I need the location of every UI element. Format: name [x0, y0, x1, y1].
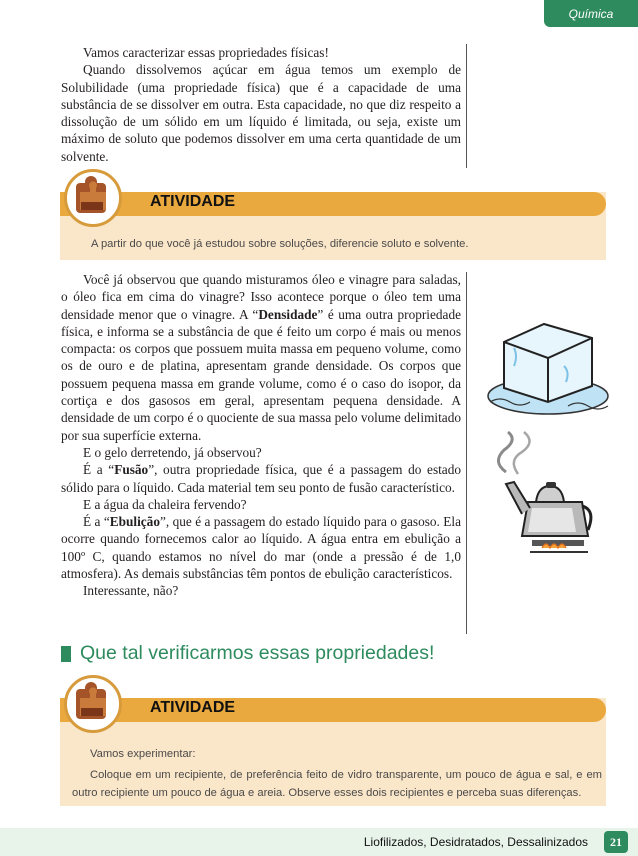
- body-paragraph-ice-question: E o gelo derretendo, já observou?: [83, 444, 262, 460]
- puzzle-emblem-icon: [64, 169, 122, 227]
- body-paragraph-closing: Interessante, não?: [83, 583, 179, 599]
- term-fusao: Fusão: [114, 462, 149, 478]
- activity-2-title: ATIVIDADE: [150, 699, 236, 716]
- melting-ice-illustration: [484, 302, 612, 418]
- body-paragraph-density: Você já observou que quando misturamos óleo e vinagre para saladas, o óleo fica em cima do vinagre? Isso acontece porque o óleo tem uma densidade menor que o vinagre. A “Densidade” é uma outra propriedade física, e informa se a substância de que é feito um corpo é mais ou menos compacta: os corpos que possuem muita massa em pequeno volume, como os de ouro e de platina, apresentam grande densidade. Os corpos que possuem pequena massa em grande volume, como é o caso do isopor, da cortiça e dos gasosos em geral, apresentam pequena densidade. A densidade de um corpo é o quociente de sua massa pelo volume delimitado por sua superfície externa.: [61, 272, 461, 443]
- term-ebulicao: Ebulição: [109, 514, 160, 530]
- body-paragraph-boiling: É a “Ebulição”, que é a passagem do estado líquido para o gasoso. Ela ocorre quando fornecemos calor ao líquido. A água entra em ebulição a 100º C, quando estamos no nível do mar (onde a pressão é de 1,0 atmosfera). As demais substâncias têm pontos de ebulição característicos.: [61, 514, 462, 582]
- activity-2-intro: Vamos experimentar:: [90, 748, 196, 760]
- activity-2-title-bar: [60, 698, 606, 722]
- page-number: 21: [604, 831, 628, 853]
- page-footer: [0, 828, 638, 856]
- intro-text: [61, 44, 461, 165]
- body-paragraph-kettle-question: E a água da chaleira fervendo?: [83, 496, 247, 512]
- subject-tab: [544, 0, 638, 27]
- boiling-kettle-illustration: [488, 428, 598, 564]
- puzzle-emblem-icon: [64, 675, 122, 733]
- book-title: Liofilizados, Desidratados, Dessalinizados: [363, 835, 588, 849]
- activity-1-title-bar: [60, 192, 606, 216]
- term-densidade: Densidade: [258, 306, 318, 322]
- body-text: [61, 271, 461, 600]
- section-marker: [61, 646, 71, 662]
- subject-label: Química: [568, 6, 614, 21]
- intro-paragraph-2: Quando dissolvemos açúcar em água temos um exemplo de Solubilidade (uma propriedade física) que é a capacidade de uma substância de se dissolver em outra. Esta capacidade, no que diz respeito a dissolução de um sólido em um líquido é limitada, ou seja, existe um máximo de soluto que podemos dissolver em uma certa quantidade de um solvente.: [61, 62, 461, 164]
- activity-2-instructions: Coloque em um recipiente, de preferência feito de vidro transparente, um pouco de água e sal, e em outro recipiente um pouco de água e areia. Observe esses dois recipientes e perceba suas diferenças.: [72, 769, 602, 799]
- intro-paragraph-1: Vamos caracterizar essas propriedades físicas!: [83, 45, 329, 60]
- activity-1-title: ATIVIDADE: [150, 193, 236, 210]
- column-divider-main: [466, 272, 467, 634]
- body-paragraph-fusion: É a “Fusão”, outra propriedade física, que é a passagem do estado sólido para o líquido. Cada material tem seu ponto de fusão característico.: [61, 462, 462, 495]
- activity-1-prompt: A partir do que você já estudou sobre soluções, diferencie soluto e solvente.: [91, 238, 469, 250]
- column-divider-top: [466, 44, 467, 168]
- section-title: Que tal verificarmos essas propriedades!: [80, 642, 435, 664]
